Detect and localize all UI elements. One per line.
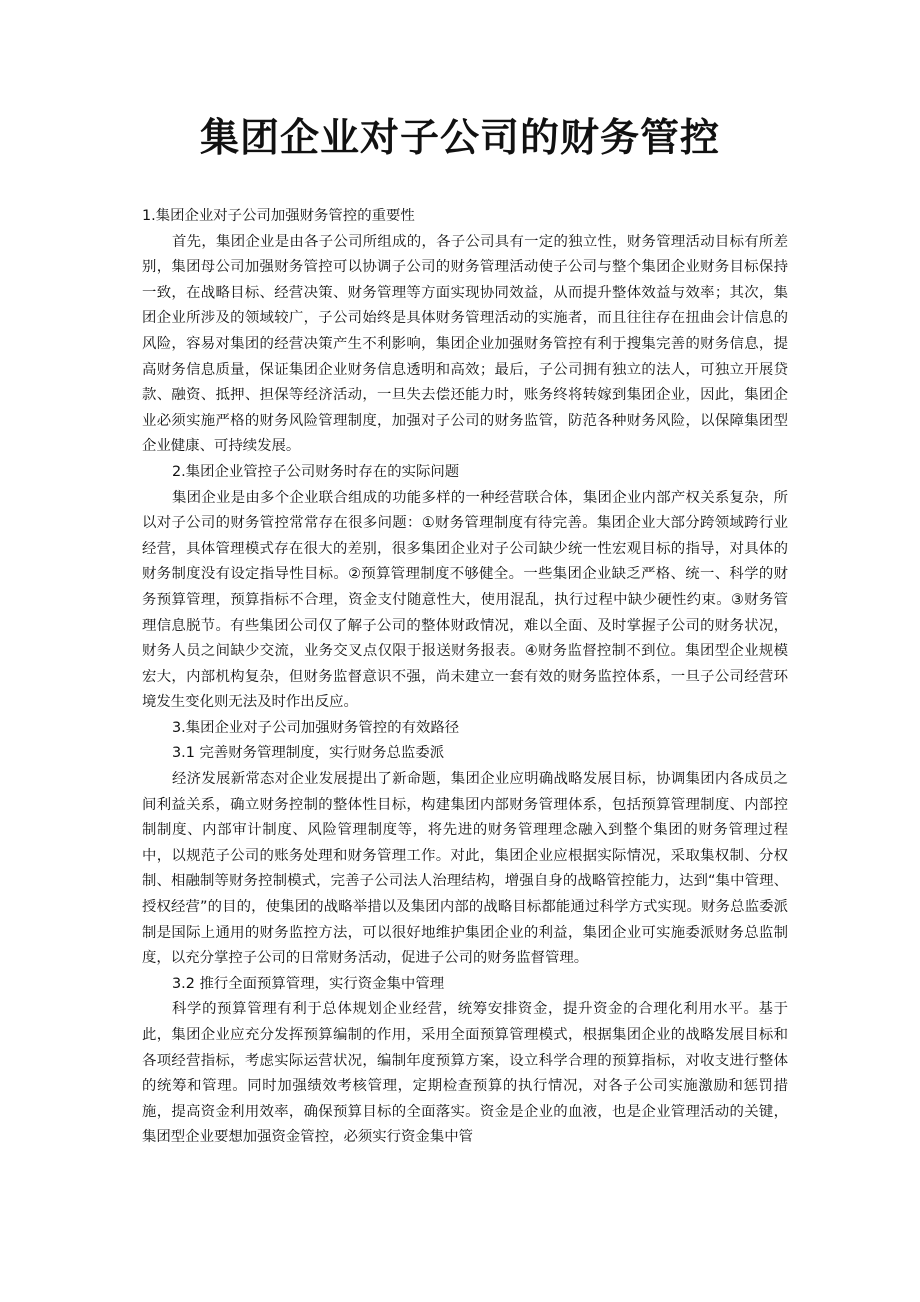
section-heading-1: 1.集团企业对子公司加强财务管控的重要性 [142,208,415,224]
document-body [142,204,788,1151]
section-heading-2: 2.集团企业管控子公司财务时存在的实际问题 [172,463,460,480]
section-heading-3: 3.集团企业对子公司加强财务管控的有效路径 [172,719,460,736]
subsection-heading-3-2: 3.2 推行全面预算管理，实行资金集中管理 [172,975,445,992]
paragraph-problems: 集团企业是由多个企业联合组成的功能多样的一种经营联合体，集团企业内部产权关系复杂，所以对子公司的财务管控常常存在很多问题：①财务管理制度有待完善。集团企业大部分跨领域跨行业经营，具体管理模式存在很大的差别，很多集团企业对子公司缺少统一性宏观目标的指导，对具体的财务制度没有设定指导性目标。②预算管理制度不够健全。一些集团企业缺乏严格、统一、科学的财务预算管理，预算指标不合理，资金支付随意性大，使用混乱，执行过程中缺少硬性约束。③财务管理信息脱节。有些集团公司仅了解子公司的整体财政情况，难以全面、及时掌握子公司的财务状况，财务人员之间缺少交流，业务交叉点仅限于报送财务报表。④财务监督控制不到位。集团型企业规模宏大，内部机构复杂，但财务监督意识不强，尚未建立一套有效的财务监控体系，一旦子公司经营环境发生变化则无法及时作出反应。 [142,489,788,711]
document-title: 集团企业对子公司的财务管控 [199,115,720,161]
paragraph-management-system: 经济发展新常态对企业发展提出了新命题，集团企业应明确战略发展目标，协调集团内各成员之间利益关系，确立财务控制的整体性目标，构建集团内部财务管理体系，包括预算管理制度、内部控制制度、内部审计制度、风险管理制度等，将先进的财务管理理念融入到整个集团的财务管理过程中，以规范子公司的账务处理和财务管理工作。对此，集团企业应根据实际情况，采取集权制、分权制、相融制等财务控制模式，完善子公司法人治理结构，增强自身的战略管控能力，达到“集中管理、授权经营”的目的，使集团的战略举措以及集团内部的战略目标都能通过科学方式实现。财务总监委派制是国际上通用的财务监控方法，可以很好地维护集团企业的利益，集团企业可实施委派财务总监制度，以充分掌控子公司的日常财务活动，促进子公司的财务监督管理。 [142,771,788,967]
paragraph-budget-management: 科学的预算管理有利于总体规划企业经营，统筹安排资金，提升资金的合理化利用水平。基于此，集团企业应充分发挥预算编制的作用，采用全面预算管理模式，根据集团企业的战略发展目标和各项经营指标，考虑实际运营状况，编制年度预算方案，设立科学合理的预算指标，对收支进行整体的统筹和管理。同时加强绩效考核管理，定期检查预算的执行情况，对各子公司实施激励和惩罚措施，提高资金利用效率，确保预算目标的全面落实。资金是企业的血液，也是企业管理活动的关键，集团型企业要想加强资金管控，必须实行资金集中管 [142,1001,788,1146]
paragraph-importance: 首先，集团企业是由各子公司所组成的，各子公司具有一定的独立性，财务管理活动目标有所差别，集团母公司加强财务管控可以协调子公司的财务管理活动使子公司与整个集团企业财务目标保持一致，在战略目标、经营决策、财务管理等方面实现协同效益，从而提升整体效益与效率；其次，集团企业所涉及的领域较广，子公司始终是具体财务管理活动的实施者，而且往往存在扭曲会计信息的风险，容易对集团的经营决策产生不利影响，集团企业加强财务管控有利于搜集完善的财务信息，提高财务信息质量，保证集团企业财务信息透明和高效；最后，子公司拥有独立的法人，可独立开展贷款、融资、抵押、担保等经济活动，一旦失去偿还能力时，账务终将转嫁到集团企业，因此，集团企业必须实施严格的财务风险管理制度，加强对子公司的财务监管，防范各种财务风险，以保障集团型企业健康、可持续发展。 [142,233,788,455]
subsection-heading-3-1: 3.1 完善财务管理制度，实行财务总监委派 [172,745,445,762]
